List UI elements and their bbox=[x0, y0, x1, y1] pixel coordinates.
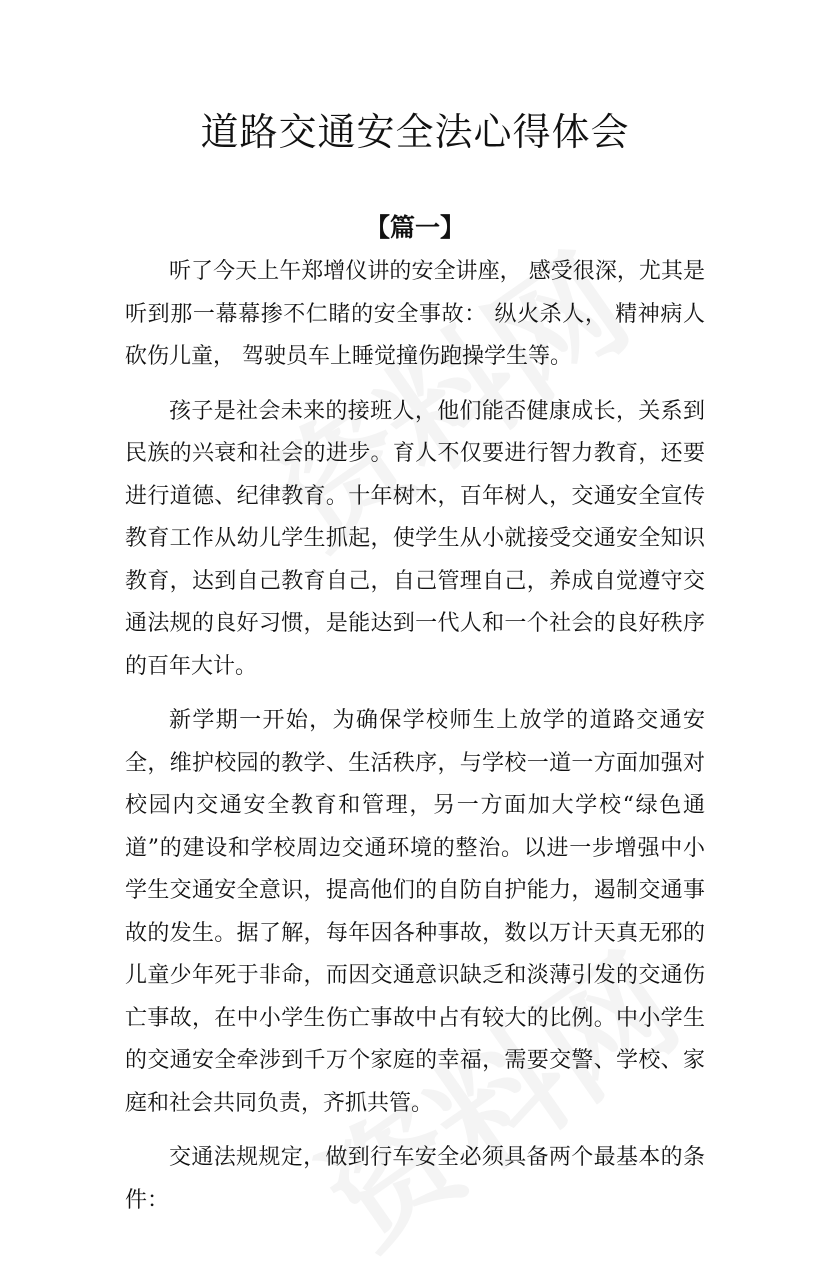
section-heading: 【篇一】 bbox=[364, 213, 465, 242]
paragraph: 听了今天上午郑增仪讲的安全讲座， 感受很深，尤其是听到那一幕幕掺不仁睹的安全事故： 纵火杀人， 精神病人砍伤儿童， 驾驶员车上睡觉撞伤跑操学生等。 bbox=[125, 259, 705, 369]
document-body bbox=[125, 251, 705, 1234]
paragraph: 交通法规规定，做到行车安全必须具备两个最基本的条件： bbox=[125, 1145, 705, 1213]
paragraph: 新学期一开始，为确保学校师生上放学的道路交通安全，维护校园的教学、生活秩序，与学校一道一方面加强对校园内交通安全教育和管理，另一方面加大学校“绿色通道”的建设和学校周边交通环境的整治。以进一步增强中小学生交通安全意识，提高他们的自防自护能力，遏制交通事故的发生。据了解，每年因各种事故，数以万计天真无邪的儿童少年死于非命，而因交通意识缺乏和淡薄引发的交通伤亡事故，在中小学生伤亡事故中占有较大的比例。中小学生的交通安全牵涉到千万个家庭的幸福，需要交警、学校、家庭和社会共同负责，齐抓共管。 bbox=[125, 708, 705, 1116]
page-title: 道路交通安全法心得体会 bbox=[200, 110, 630, 154]
paragraph: 孩子是社会未来的接班人，他们能否健康成长，关系到民族的兴衰和社会的进步。育人不仅要进行智力教育，还要进行道德、纪律教育。十年树木，百年树人，交通安全宣传教育工作从幼儿学生抓起，使学生从小就接受交通安全知识教育，达到自己教育自己，自己管理自己，养成自觉遵守交通法规的良好习惯，是能达到一代人和一个社会的良好秩序的百年大计。 bbox=[125, 398, 705, 679]
